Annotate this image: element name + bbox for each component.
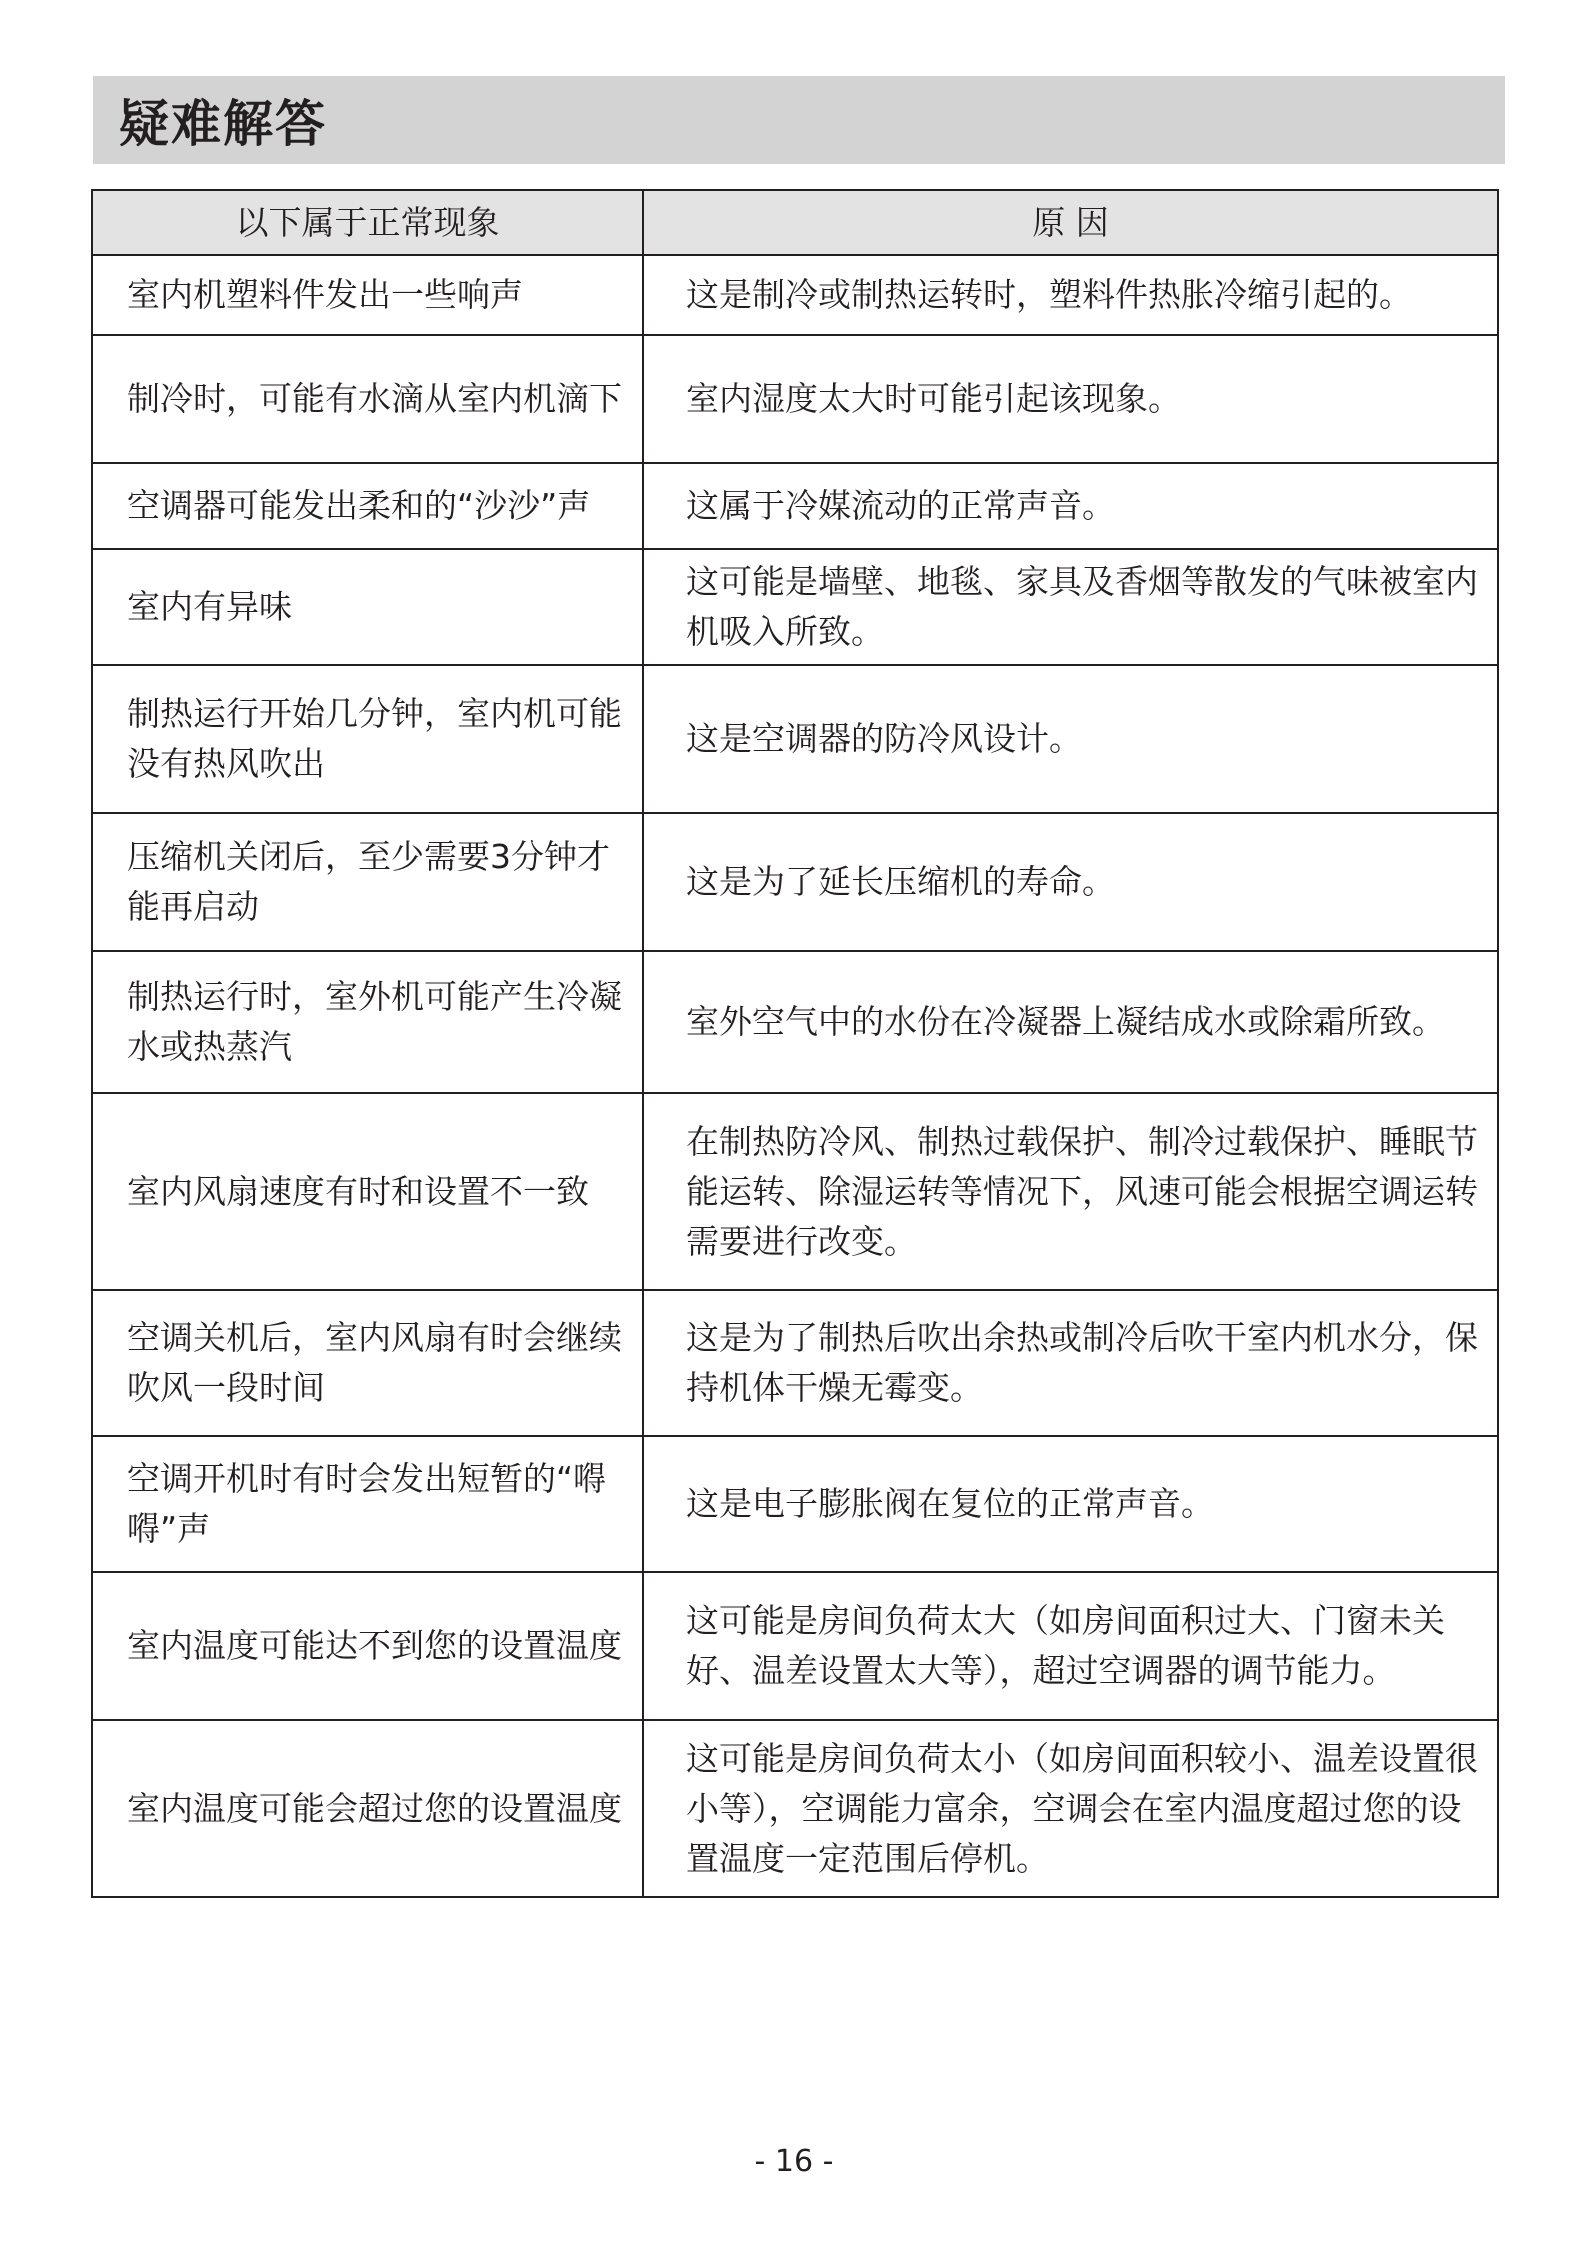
page-title: 疑难解答 [119,95,327,153]
table-row [92,1572,1498,1720]
reason-cell: 室内湿度太大时可能引起该现象。 [643,335,1498,463]
section-title-bar [93,76,1505,164]
reason-cell: 这是制冷或制热运转时，塑料件热胀冷缩引起的。 [643,255,1498,335]
phenomenon-cell: 空调关机后，室内风扇有时会继续吹风一段时间 [92,1290,643,1436]
reason-cell: 这属于冷媒流动的正常声音。 [643,463,1498,549]
table-row [92,549,1498,665]
phenomenon-cell: 室内风扇速度有时和设置不一致 [92,1093,643,1290]
table-header-row [92,190,1498,255]
header-reason: 原 因 [643,190,1498,255]
phenomenon-cell: 压缩机关闭后，至少需要3分钟才能再启动 [92,813,643,951]
phenomenon-cell: 室内机塑料件发出一些响声 [92,255,643,335]
phenomenon-cell: 空调器可能发出柔和的“沙沙”声 [92,463,643,549]
reason-cell: 在制热防冷风、制热过载保护、制冷过载保护、睡眠节能运转、除湿运转等情况下，风速可能会根据空调运转需要进行改变。 [643,1093,1498,1290]
phenomenon-cell: 空调开机时有时会发出短暂的“嘚嘚”声 [92,1436,643,1572]
table-row [92,463,1498,549]
reason-cell: 这可能是墙壁、地毯、家具及香烟等散发的气味被室内机吸入所致。 [643,549,1498,665]
phenomenon-cell: 室内有异味 [92,549,643,665]
reason-cell: 这可能是房间负荷太小（如房间面积较小、温差设置很小等），空调能力富余，空调会在室内温度超过您的设置温度一定范围后停机。 [643,1720,1498,1897]
table-row [92,1720,1498,1897]
reason-cell: 这是空调器的防冷风设计。 [643,665,1498,813]
reason-cell: 室外空气中的水份在冷凝器上凝结成水或除霜所致。 [643,951,1498,1093]
reason-cell: 这是电子膨胀阀在复位的正常声音。 [643,1436,1498,1572]
table-row [92,813,1498,951]
table-row [92,665,1498,813]
page-number: - 16 - [754,2144,834,2179]
table-row [92,255,1498,335]
reason-cell: 这是为了延长压缩机的寿命。 [643,813,1498,951]
troubleshooting-table [91,189,1499,1898]
phenomenon-cell: 室内温度可能达不到您的设置温度 [92,1572,643,1720]
table-row [92,335,1498,463]
reason-cell: 这是为了制热后吹出余热或制冷后吹干室内机水分，保持机体干燥无霉变。 [643,1290,1498,1436]
table-row [92,1436,1498,1572]
phenomenon-cell: 制热运行开始几分钟，室内机可能没有热风吹出 [92,665,643,813]
phenomenon-cell: 制冷时，可能有水滴从室内机滴下 [92,335,643,463]
reason-cell: 这可能是房间负荷太大（如房间面积过大、门窗未关好、温差设置太大等），超过空调器的调节能力。 [643,1572,1498,1720]
table-row [92,1290,1498,1436]
phenomenon-cell: 室内温度可能会超过您的设置温度 [92,1720,643,1897]
table-row [92,951,1498,1093]
header-phenomenon: 以下属于正常现象 [92,190,643,255]
table-row [92,1093,1498,1290]
phenomenon-cell: 制热运行时，室外机可能产生冷凝水或热蒸汽 [92,951,643,1093]
